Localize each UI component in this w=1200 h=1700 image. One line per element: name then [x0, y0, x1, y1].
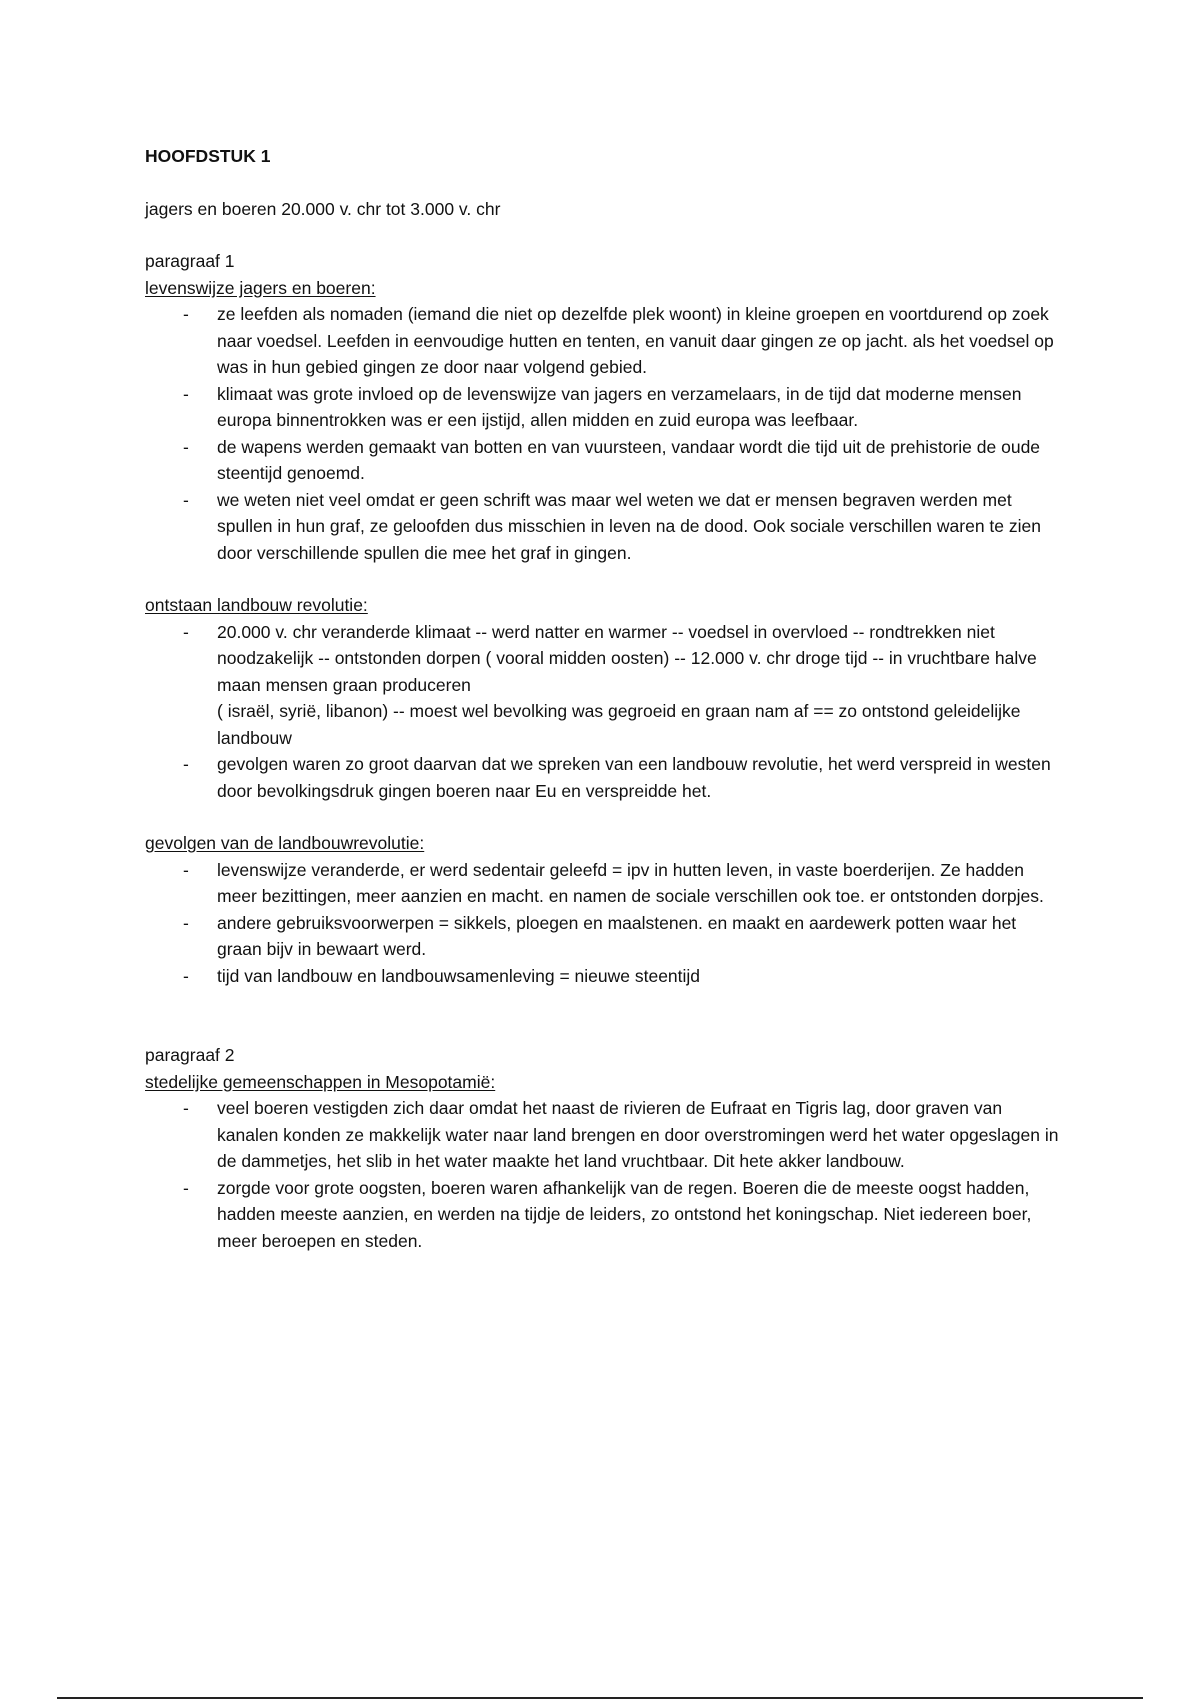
- list-item: [145, 751, 1065, 804]
- list-item: [145, 910, 1065, 963]
- dash-bullet-icon: -: [183, 383, 189, 404]
- list-item: [145, 301, 1065, 381]
- dash-bullet-icon: -: [183, 859, 189, 880]
- list-item-text: tijd van landbouw en landbouwsamenleving = nieuwe steentijd: [217, 965, 701, 986]
- list-item-text: andere gebruiksvoorwerpen = sikkels, ploegen en maalstenen. en maakt en aardewerk potten waar het graan bijv in bewaart werd.: [217, 912, 1017, 959]
- list-item-text: 20.000 v. chr veranderde klimaat -- werd natter en warmer -- voedsel in overvloed -- rondtrekken niet noodzakelijk -- ontstonden dorpen ( vooral midden oosten) -- 12.000 v. chr droge tijd -- in vruchtbare halve maan mensen graan produceren ( israël, syrië, libanon) -- moest wel bevolking was gegroeid en graan nam af == zo ontstond geleidelijke landbouw: [217, 621, 1037, 748]
- dash-bullet-icon: -: [183, 436, 189, 457]
- dash-bullet-icon: -: [183, 304, 189, 324]
- list-item: [145, 857, 1065, 910]
- section-heading: levenswijze jagers en boeren:: [145, 277, 376, 298]
- list-item: [145, 1175, 1065, 1255]
- list-item: [145, 1095, 1065, 1175]
- section-heading: ontstaan landbouw revolutie:: [145, 595, 368, 615]
- section-heading: gevolgen van de landbouwrevolutie:: [145, 833, 425, 853]
- paragraph-label: paragraaf 2: [145, 1045, 235, 1065]
- list-item: [145, 963, 1065, 990]
- page-bottom-divider: [57, 1697, 1143, 1699]
- list-item: [145, 487, 1065, 567]
- list-item-text: we weten niet veel omdat er geen schrift was maar wel weten we dat er mensen begraven werden met spullen in hun graf, ze geloofden dus misschien in leven na de dood. Ook sociale verschillen waren te zien door verschillende spullen die mee het graf in gingen.: [217, 489, 1041, 563]
- list-item: [145, 381, 1065, 434]
- bullet-list: [145, 619, 1065, 805]
- dash-bullet-icon: -: [183, 965, 189, 986]
- list-item-text: ze leefden als nomaden (iemand die niet op dezelfde plek woont) in kleine groepen en voortdurend op zoek naar voedsel. Leefden in eenvoudige hutten en tenten, en vanuit daar gingen ze op jacht. als het voedsel op was in hun gebied gingen ze door naar volgend gebied.: [217, 304, 1054, 377]
- dash-bullet-icon: -: [183, 1098, 189, 1118]
- list-item-text: de wapens werden gemaakt van botten en van vuursteen, vandaar wordt die tijd uit de prehistorie de oude steentijd genoemd.: [217, 436, 1041, 483]
- section-gevolgen: [145, 830, 1065, 989]
- bullet-list: [145, 1095, 1065, 1254]
- bullet-list: [145, 301, 1065, 566]
- page-title: HOOFDSTUK 1: [145, 146, 271, 166]
- list-item-text: zorgde voor grote oogsten, boeren waren afhankelijk van de regen. Boeren die de meeste oogst hadden, hadden meeste aanzien, en werden na tijdje de leiders, zo ontstond het koningschap. Niet iedereen boer, meer beroepen en steden.: [217, 1177, 1032, 1251]
- section-mesopotamie: [145, 1042, 1065, 1254]
- list-item-text: klimaat was grote invloed op de levenswijze van jagers en verzamelaars, in de tijd dat moderne mensen europa binnentrokken was er een ijstijd, allen midden en zuid europa was leefbaar.: [217, 383, 1022, 430]
- dash-bullet-icon: -: [183, 912, 189, 933]
- dash-bullet-icon: -: [183, 489, 189, 510]
- dash-bullet-icon: -: [183, 1177, 189, 1198]
- section-levenswijze: [145, 248, 1065, 566]
- dash-bullet-icon: -: [183, 754, 189, 774]
- list-item-text: levenswijze veranderde, er werd sedentair geleefd = ipv in hutten leven, in vaste boerderijen. Ze hadden meer bezittingen, meer aanzien en macht. en namen de sociale verschillen ook toe. er ontstonden dorpjes.: [217, 859, 1044, 906]
- document-subtitle: jagers en boeren 20.000 v. chr tot 3.000 v. chr: [145, 198, 501, 219]
- dash-bullet-icon: -: [183, 621, 189, 642]
- list-item: [145, 619, 1065, 752]
- document-body: [145, 143, 1065, 1280]
- bullet-list: [145, 857, 1065, 990]
- list-item-text: gevolgen waren zo groot daarvan dat we spreken van een landbouw revolutie, het werd verspreid in westen door bevolkingsdruk gingen boeren naar Eu en verspreidde het.: [217, 754, 1051, 801]
- paragraph-label: paragraaf 1: [145, 251, 235, 271]
- section-landbouw-revolutie: [145, 592, 1065, 804]
- section-heading: stedelijke gemeenschappen in Mesopotamië:: [145, 1071, 496, 1092]
- list-item-text: veel boeren vestigden zich daar omdat het naast de rivieren de Eufraat en Tigris lag, door graven van kanalen konden ze makkelijk water naar land brengen en door overstromingen werd het water opgeslagen in de dammetjes, het slib in het water maakte het land vruchtbaar. Dit hete akker landbouw.: [217, 1098, 1059, 1171]
- list-item: [145, 434, 1065, 487]
